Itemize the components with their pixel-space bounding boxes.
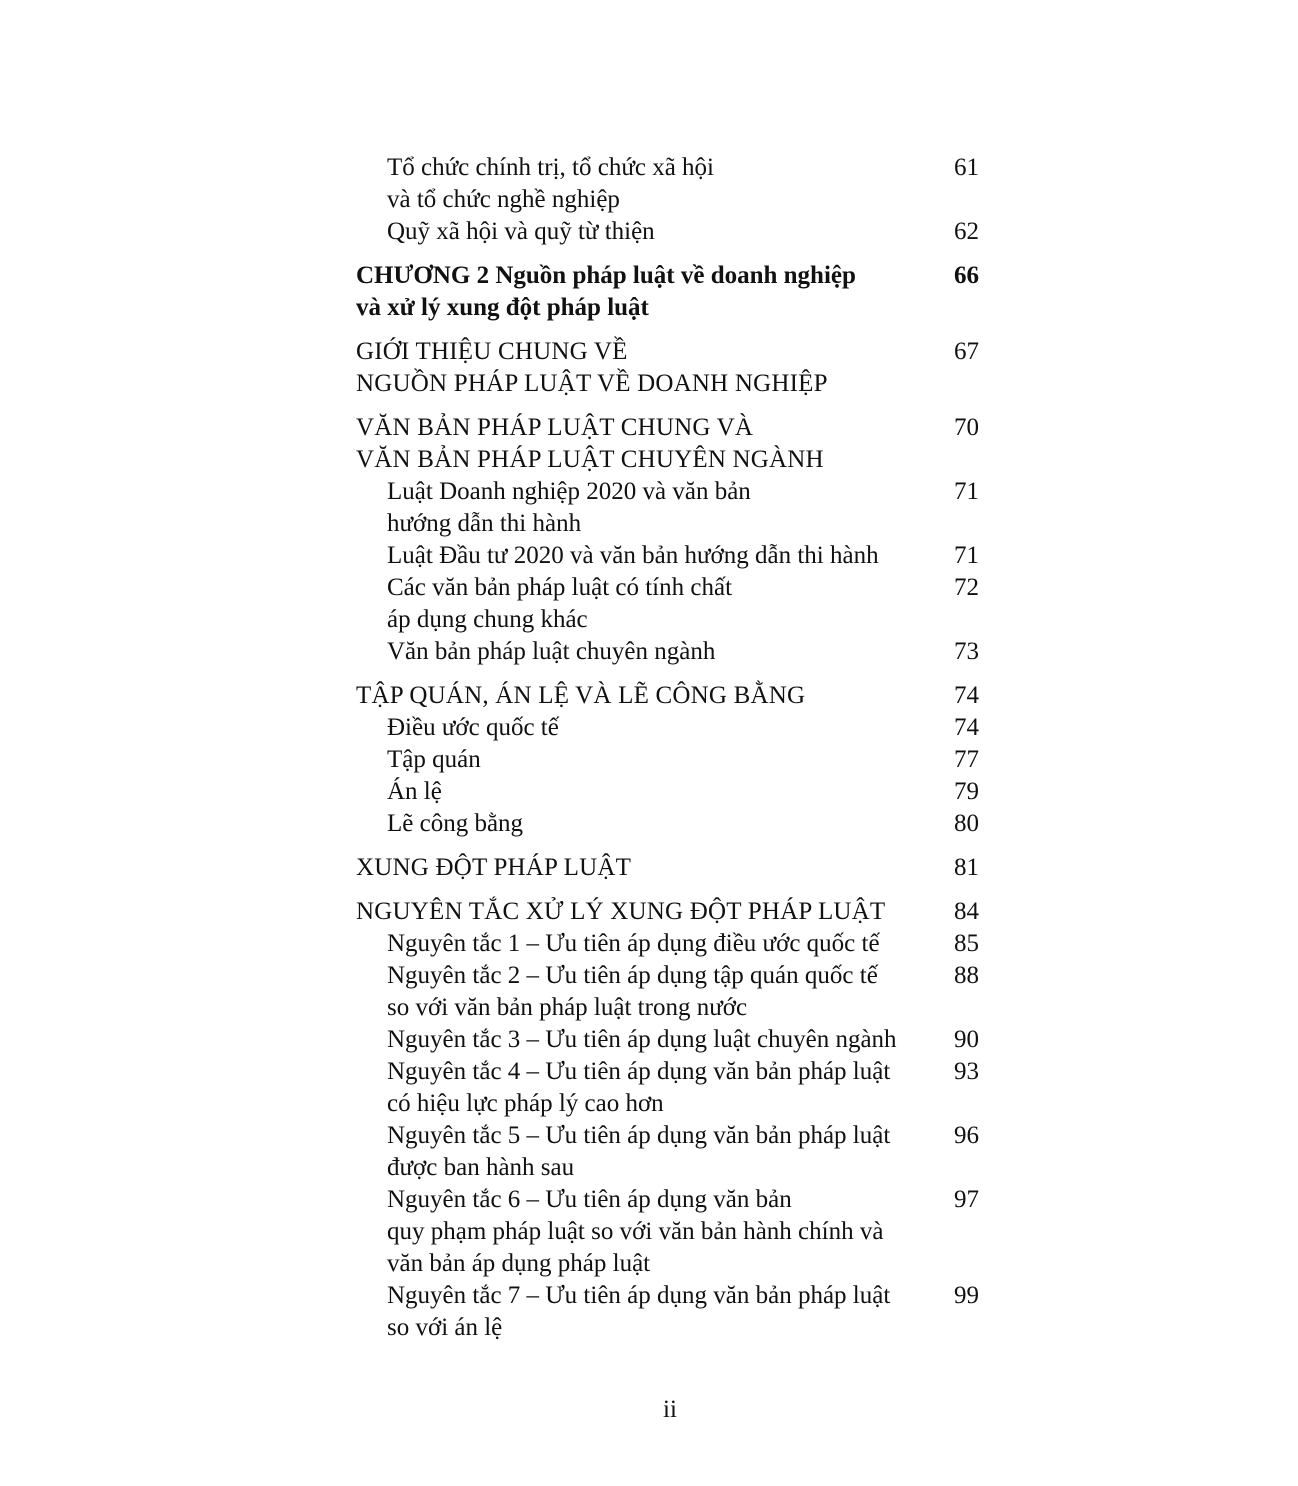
toc-entry — [356, 1184, 986, 1280]
toc-entry-page: 62 — [954, 218, 979, 245]
toc-entry — [356, 572, 986, 636]
toc-entry-title: GIỚI THIỆU CHUNG VỀ NGUỒN PHÁP LUẬT VỀ DOANH NGHIỆP — [356, 338, 828, 397]
toc-entry — [356, 776, 986, 808]
page-number: ii — [663, 1396, 677, 1423]
toc-entry-page: 79 — [954, 778, 979, 805]
toc-entry-page: 74 — [954, 682, 979, 709]
toc-entry-title: Tổ chức chính trị, tổ chức xã hội và tổ chức nghề nghiệp — [387, 154, 715, 213]
toc-entry — [356, 928, 986, 960]
toc-entry — [356, 540, 986, 572]
toc-entry — [356, 744, 986, 776]
toc-entry-page: 97 — [954, 1186, 979, 1213]
toc-entry-title: NGUYÊN TẮC XỬ LÝ XUNG ĐỘT PHÁP LUẬT — [356, 898, 886, 925]
toc-entry — [356, 476, 986, 540]
toc-entry-page: 61 — [954, 154, 979, 181]
toc-entry-title: Luật Doanh nghiệp 2020 và văn bản hướng dẫn thi hành — [387, 478, 751, 537]
toc-entry-page: 72 — [954, 574, 979, 601]
toc-entry — [356, 152, 986, 216]
toc-entry-title: Nguyên tắc 7 – Ưu tiên áp dụng văn bản pháp luật so với án lệ — [387, 1282, 891, 1341]
toc-section-entry — [356, 852, 986, 884]
toc-entry-page: 71 — [954, 542, 979, 569]
toc-entry-page: 88 — [954, 962, 979, 989]
toc-entry-title: Các văn bản pháp luật có tính chất áp dụng chung khác — [387, 574, 733, 633]
toc-entry — [356, 1280, 986, 1344]
toc-entry-title: TẬP QUÁN, ÁN LỆ VÀ LẼ CÔNG BẰNG — [356, 682, 806, 709]
toc-entry-title: Quỹ xã hội và quỹ từ thiện — [387, 218, 655, 245]
toc-entry-page: 99 — [954, 1282, 979, 1309]
toc-entry — [356, 808, 986, 840]
toc-entry-page: 77 — [954, 746, 979, 773]
toc-entry-title: CHƯƠNG 2 Nguồn pháp luật về doanh nghiệp và xử lý xung đột pháp luật — [356, 262, 856, 321]
table-of-contents — [356, 152, 986, 1344]
toc-entry-title: VĂN BẢN PHÁP LUẬT CHUNG VÀ VĂN BẢN PHÁP LUẬT CHUYÊN NGÀNH — [356, 414, 824, 473]
toc-entry-title: Nguyên tắc 3 – Ưu tiên áp dụng luật chuyên ngành — [387, 1026, 897, 1053]
toc-entry-page: 74 — [954, 714, 979, 741]
toc-section-entry — [356, 896, 986, 928]
toc-entry-title: Nguyên tắc 6 – Ưu tiên áp dụng văn bản quy phạm pháp luật so với văn bản hành chính và văn bản áp dụng pháp luật — [387, 1186, 884, 1277]
toc-entry-page: 85 — [954, 930, 979, 957]
toc-entry-title: Lẽ công bằng — [387, 810, 524, 837]
toc-entry-page: 70 — [954, 414, 979, 441]
toc-entry-page: 84 — [954, 898, 979, 925]
toc-entry-page: 66 — [954, 262, 979, 289]
toc-entry — [356, 1120, 986, 1184]
toc-entry-page: 93 — [954, 1058, 979, 1085]
toc-entry-title: Nguyên tắc 2 – Ưu tiên áp dụng tập quán quốc tế so với văn bản pháp luật trong nước — [387, 962, 878, 1021]
toc-entry-title: Nguyên tắc 1 – Ưu tiên áp dụng điều ước quốc tế — [387, 930, 880, 957]
toc-entry-page: 73 — [954, 638, 979, 665]
toc-section-entry — [356, 336, 986, 400]
toc-section-entry — [356, 412, 986, 476]
toc-entry-title: XUNG ĐỘT PHÁP LUẬT — [356, 854, 632, 881]
toc-entry-page: 96 — [954, 1122, 979, 1149]
toc-entry-title: Tập quán — [387, 746, 481, 773]
toc-entry-title: Văn bản pháp luật chuyên ngành — [387, 638, 716, 665]
toc-chapter-entry — [356, 260, 986, 324]
toc-entry — [356, 1056, 986, 1120]
toc-entry — [356, 960, 986, 1024]
toc-entry-page: 90 — [954, 1026, 979, 1053]
toc-section-entry — [356, 680, 986, 712]
toc-entry-page: 71 — [954, 478, 979, 505]
toc-entry-title: Nguyên tắc 4 – Ưu tiên áp dụng văn bản pháp luật có hiệu lực pháp lý cao hơn — [387, 1058, 891, 1117]
toc-entry — [356, 216, 986, 248]
toc-entry — [356, 1024, 986, 1056]
toc-entry — [356, 636, 986, 668]
toc-entry-page: 80 — [954, 810, 979, 837]
toc-entry-title: Nguyên tắc 5 – Ưu tiên áp dụng văn bản pháp luật được ban hành sau — [387, 1122, 891, 1181]
toc-entry-title: Luật Đầu tư 2020 và văn bản hướng dẫn thi hành — [387, 542, 879, 569]
toc-entry — [356, 712, 986, 744]
toc-entry-page: 67 — [954, 338, 979, 365]
toc-entry-title: Án lệ — [387, 778, 442, 805]
toc-entry-title: Điều ước quốc tế — [387, 714, 559, 741]
toc-entry-page: 81 — [954, 854, 979, 881]
